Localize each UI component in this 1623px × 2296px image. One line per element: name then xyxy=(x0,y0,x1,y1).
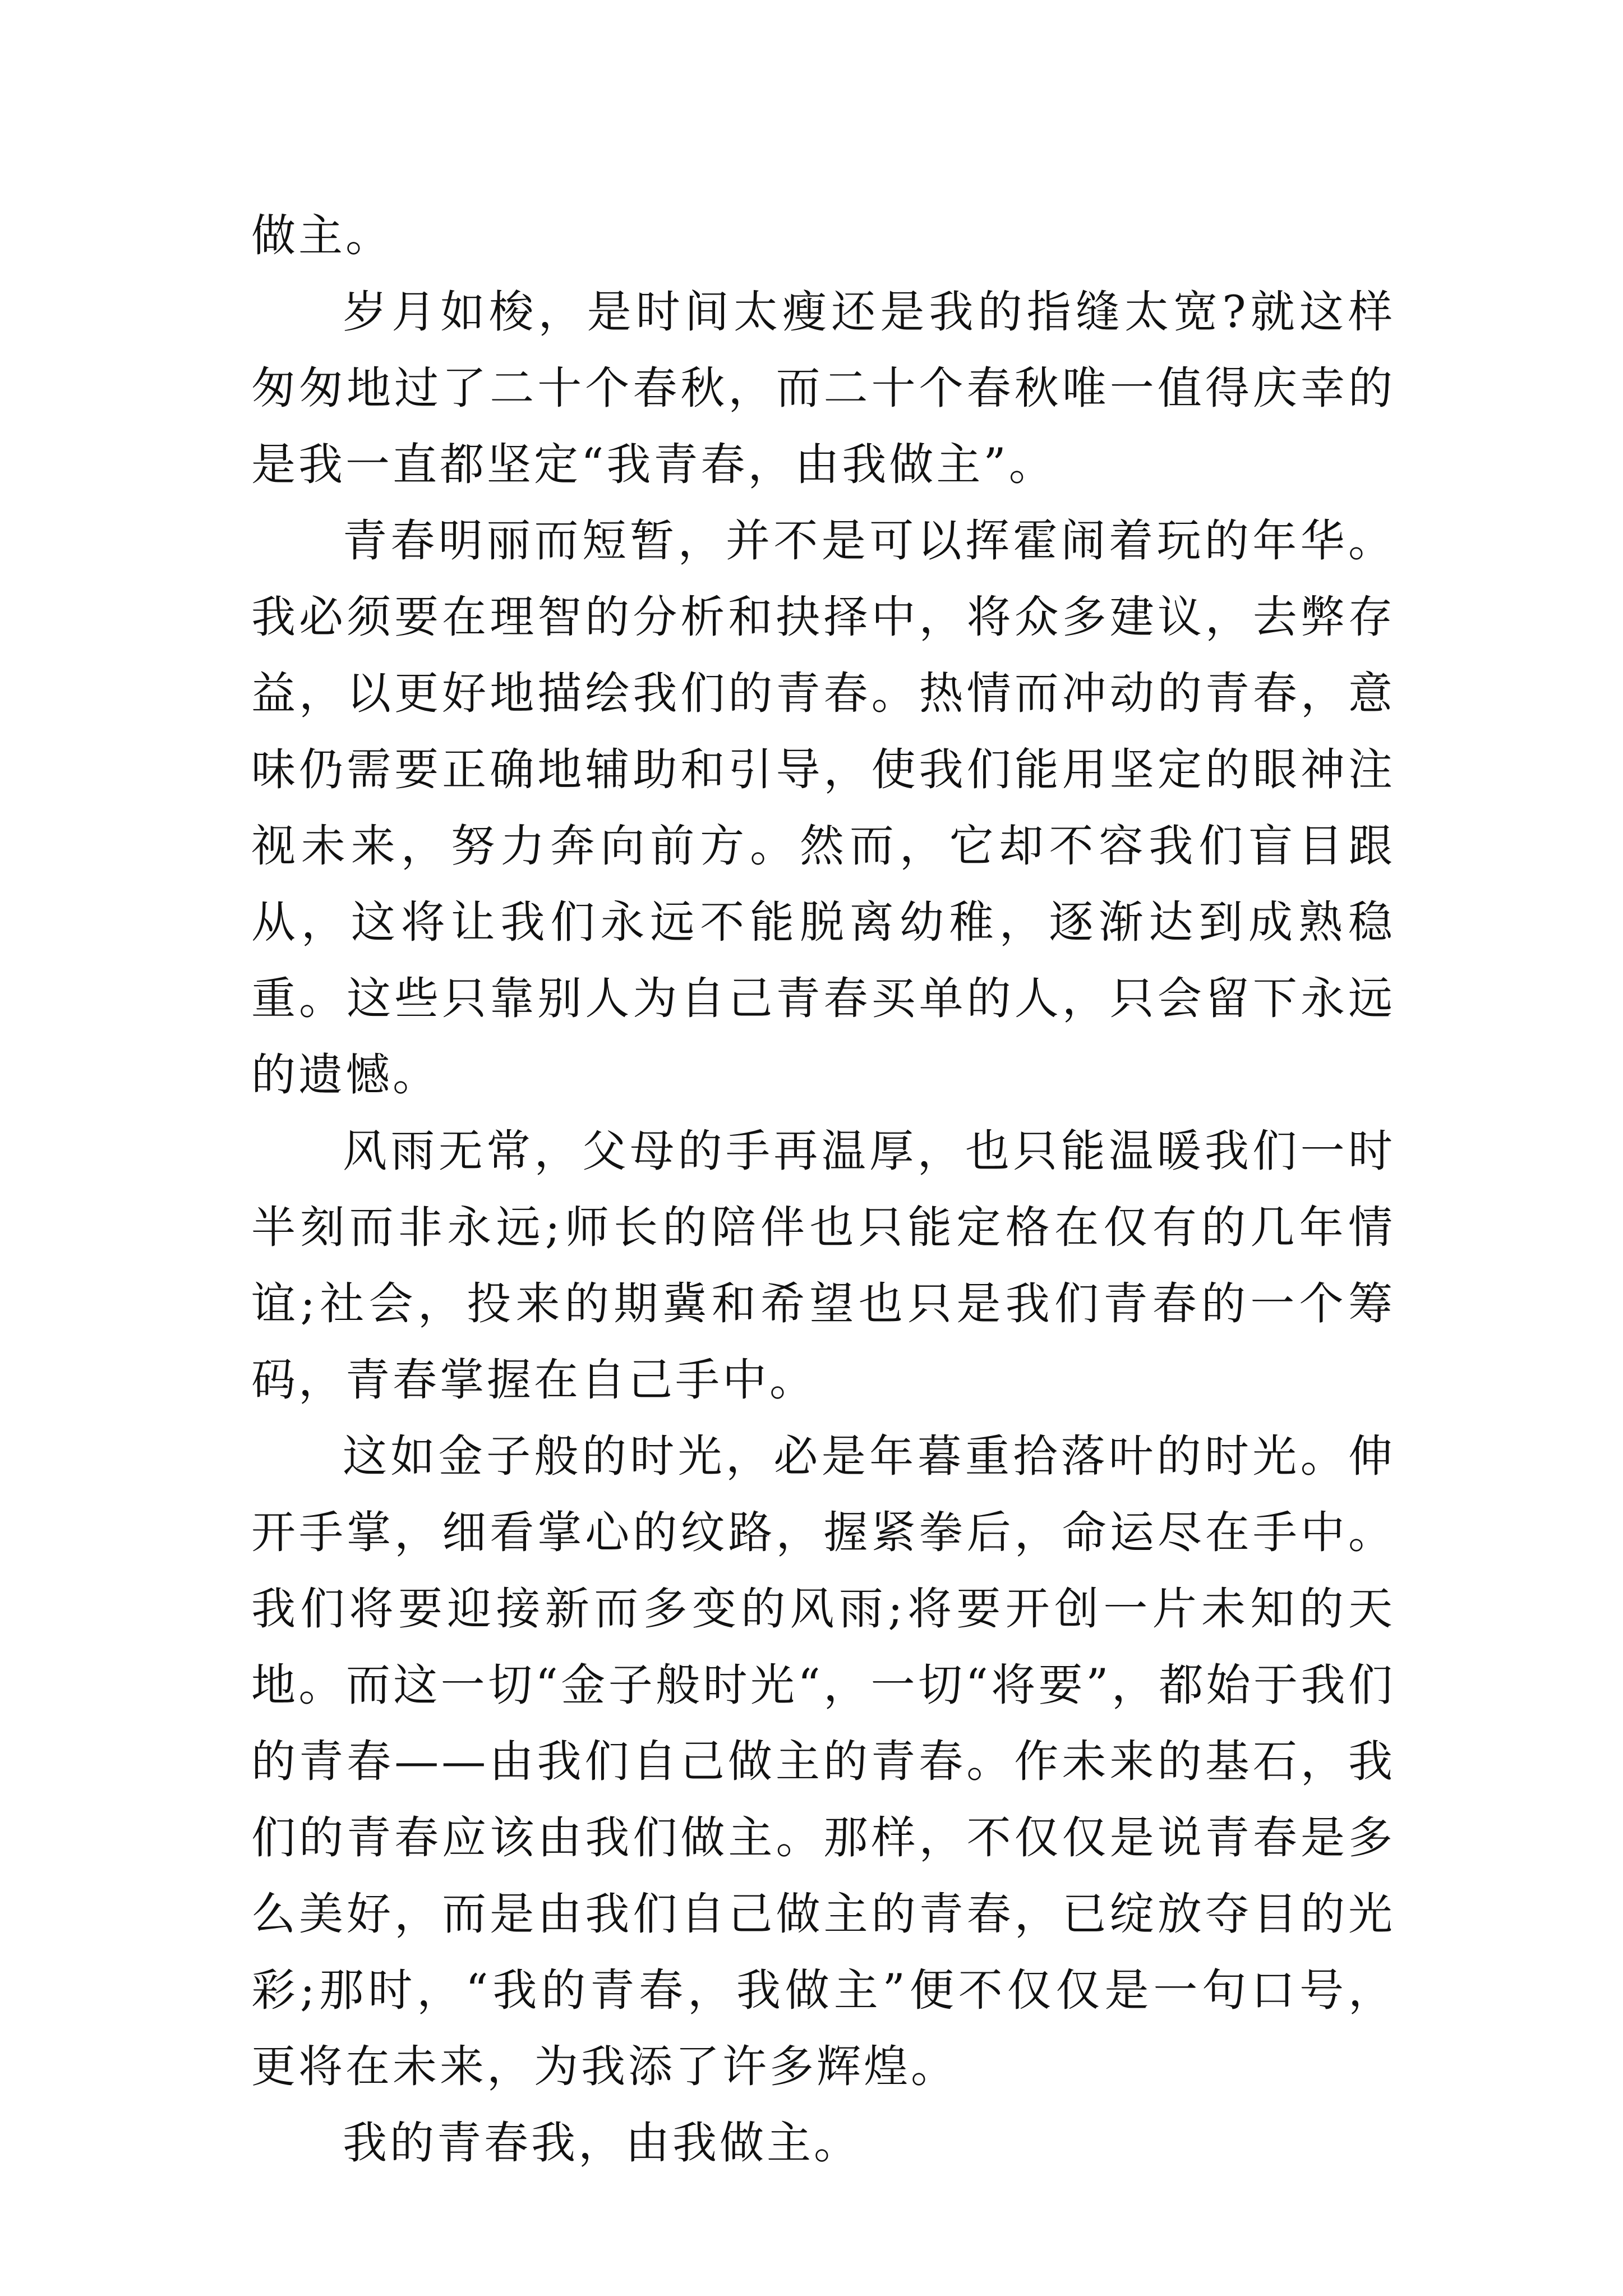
paragraph-time-passing: 岁月如梭，是时间太瘦还是我的指缝太宽?就这样匆匆地过了二十个春秋，而二十个春秋唯一值得庆幸的是我一直都坚定“我青春，由我做主”。 xyxy=(251,286,1395,490)
paragraph-conclusion: 我的青春我，由我做主。 xyxy=(343,2117,861,2169)
paragraph-golden-time: 这如金子般的时光，必是年暮重拾落叶的时光。伸开手掌，细看掌心的纹路，握紧拳后，命运尽在手中。我们将要迎接新而多变的风雨;将要开创一片未知的天地。而这一切“金子般时光“，一切“将要”，都始于我们的青春——由我们自己做主的青春。作未来的基石，我们的青春应该由我们做主。那样，不仅仅是说青春是多么美好，而是由我们自己做主的青春，已绽放夺目的光彩;那时，“我的青春，我做主”便不仅仅是一句口号，更将在未来，为我添了许多辉煌。 xyxy=(251,1430,1395,2092)
paragraph-self-reliance: 风雨无常，父母的手再温厚，也只能温暖我们一时半刻而非永远;师长的陪伴也只能定格在仅有的几年情谊;社会，投来的期冀和希望也只是我们青春的一个筹码，青春掌握在自己手中。 xyxy=(251,1125,1395,1406)
document-body xyxy=(251,197,1395,2181)
paragraph-continuation: 做主。 xyxy=(251,210,393,261)
paragraph-youth-choice: 青春明丽而短暂，并不是可以挥霍闹着玩的年华。我必须要在理智的分析和抉择中，将众多建议，去弊存益，以更好地描绘我们的青春。热情而冲动的青春，意味仍需要正确地辅助和引导，使我们能用坚定的眼神注视未来，努力奔向前方。然而，它却不容我们盲目跟从，这将让我们永远不能脱离幼稚，逐渐达到成熟稳重。这些只靠别人为自己青春买单的人，只会留下永远的遗憾。 xyxy=(251,515,1395,1101)
